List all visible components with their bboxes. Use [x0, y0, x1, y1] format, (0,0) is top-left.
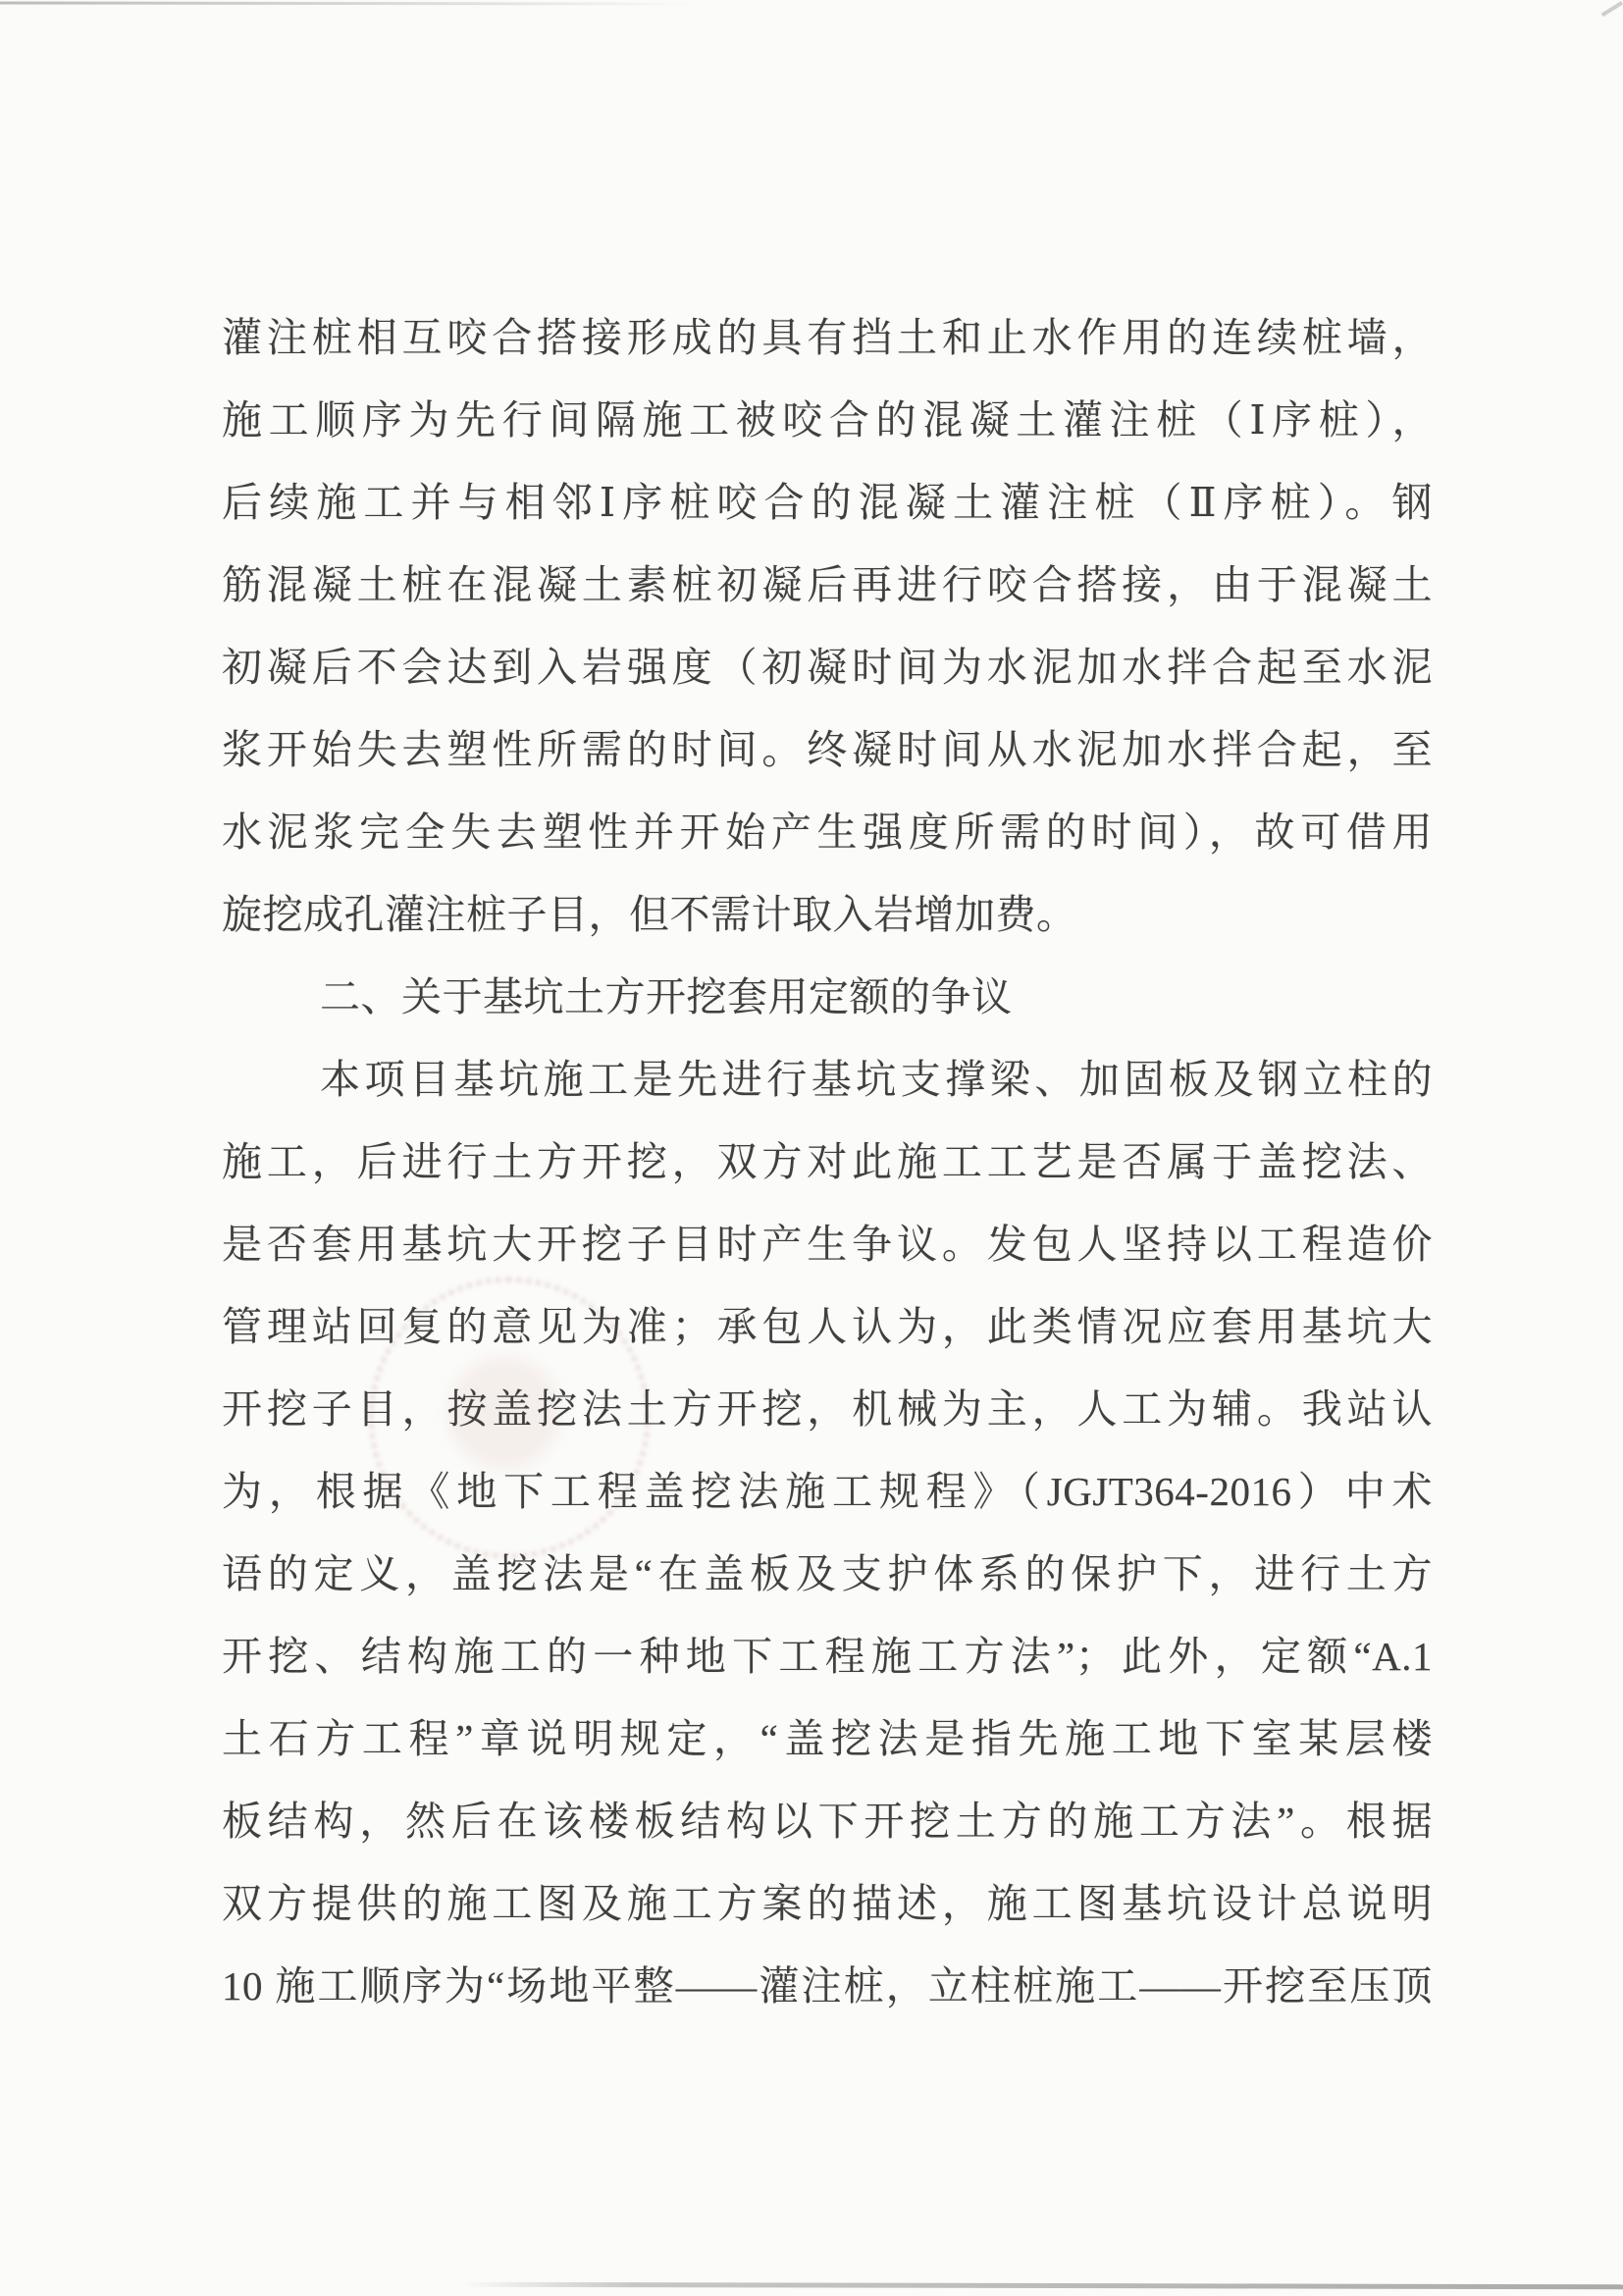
text-line: 语的定义，盖挖法是“在盖板及支护体系的保护下，进行土方: [222, 1551, 1433, 1596]
text-line: 管理站回复的意见为准；承包人认为，此类情况应套用基坑大: [222, 1304, 1433, 1349]
text-line: 板结构，然后在该楼板结构以下开挖土方的施工方法”。根据: [222, 1799, 1433, 1844]
text-line: 初凝后不会达到入岩强度（初凝时间为水泥加水拌合起至水泥: [222, 645, 1433, 690]
text-line: 10 施工顺序为“场地平整——灌注桩，立柱桩施工——开挖至压顶: [222, 1963, 1433, 2009]
text-line: 浆开始失去塑性所需的时间。终凝时间从水泥加水拌合起，至: [222, 727, 1433, 772]
scan-edge-artifact-top: [0, 2, 697, 6]
document-body-text: [222, 296, 1433, 2027]
text-line: 是否套用基坑大开挖子目时产生争议。发包人坚持以工程造价: [222, 1222, 1433, 1267]
scan-edge-artifact-top-right: [1601, 1, 1623, 17]
text-line: 开挖、结构施工的一种地下工程施工方法”；此外，定额“A.1: [222, 1634, 1433, 1679]
text-line: 土石方工程”章说明规定，“盖挖法是指先施工地下室某层楼: [222, 1716, 1433, 1761]
text-line: 双方提供的施工图及施工方案的描述，施工图基坑设计总说明: [222, 1881, 1433, 1926]
text-line: 旋挖成孔灌注桩子目，但不需计取入岩增加费。: [222, 892, 1077, 937]
text-line: 后续施工并与相邻Ⅰ序桩咬合的混凝土灌注桩（Ⅱ序桩）。钢: [222, 480, 1433, 525]
text-line: 水泥浆完全失去塑性并开始产生强度所需的时间），故可借用: [222, 809, 1433, 855]
text-line: 二、关于基坑土方开挖套用定额的争议: [320, 974, 1013, 1019]
scan-edge-artifact-bottom: [461, 2282, 1623, 2289]
text-line: 施工顺序为先行间隔施工被咬合的混凝土灌注桩（Ⅰ序桩），: [222, 397, 1433, 443]
text-line: 筋混凝土桩在混凝土素桩初凝后再进行咬合搭接，由于混凝土: [222, 562, 1433, 607]
text-line: 开挖子目，按盖挖法土方开挖，机械为主，人工为辅。我站认: [222, 1386, 1433, 1432]
text-line: 灌注桩相互咬合搭接形成的具有挡土和止水作用的连续桩墙，: [222, 315, 1433, 360]
text-line: 本项目基坑施工是先进行基坑支撑梁、加固板及钢立柱的: [320, 1057, 1433, 1102]
text-line: 为，根据《地下工程盖挖法施工规程》（JGJT364-2016）中术: [222, 1469, 1433, 1514]
text-line: 施工，后进行土方开挖，双方对此施工工艺是否属于盖挖法、: [222, 1139, 1433, 1184]
